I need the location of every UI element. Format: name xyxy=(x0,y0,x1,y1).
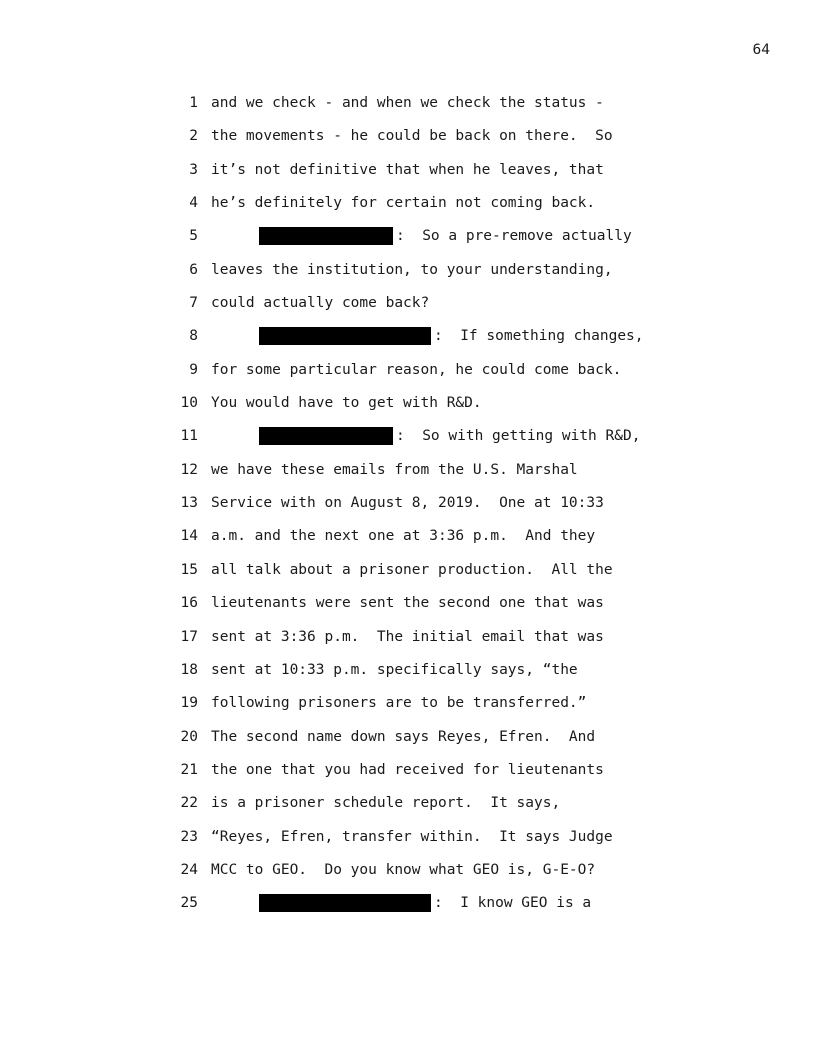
transcript-line xyxy=(0,624,816,657)
line-text: leaves the institution, to your understanding, xyxy=(211,261,613,278)
line-number: 21 xyxy=(180,761,198,778)
line-number: 10 xyxy=(180,395,198,412)
line-text: it’s not definitive that when he leaves, that xyxy=(211,161,604,178)
line-number: 19 xyxy=(180,695,198,712)
line-number: 12 xyxy=(180,461,198,478)
transcript-line xyxy=(0,123,816,156)
redacted-speaker-name xyxy=(259,327,431,345)
transcript-body xyxy=(0,90,816,924)
line-text: and we check - and when we check the status - xyxy=(211,95,604,111)
line-number: 6 xyxy=(189,261,198,278)
line-text: he’s definitely for certain not coming back. xyxy=(211,195,596,212)
line-number: 17 xyxy=(180,628,198,645)
transcript-line xyxy=(0,390,816,423)
transcript-line xyxy=(0,824,816,857)
line-number: 2 xyxy=(189,128,198,145)
transcript-line xyxy=(0,290,816,323)
redacted-speaker-name xyxy=(259,227,393,245)
transcript-line xyxy=(0,690,816,723)
transcript-line xyxy=(0,657,816,690)
line-text: could actually come back? xyxy=(211,295,430,312)
transcript-line xyxy=(0,223,816,256)
line-text: sent at 3:36 p.m. The initial email that was xyxy=(211,628,604,645)
line-text: lieutenants were sent the second one that was xyxy=(211,595,604,612)
transcript-line xyxy=(0,457,816,490)
line-number: 20 xyxy=(180,728,198,745)
line-number: 16 xyxy=(180,595,198,612)
line-number: 3 xyxy=(189,161,198,178)
transcript-line xyxy=(0,523,816,556)
line-text: following prisoners are to be transferred.” xyxy=(211,695,587,712)
page-number: 64 xyxy=(752,42,770,58)
redacted-speaker-name xyxy=(259,427,393,445)
line-text: Service with on August 8, 2019. One at 10:33 xyxy=(211,495,604,512)
line-number: 14 xyxy=(180,528,198,545)
line-number: 18 xyxy=(180,661,198,678)
transcript-line xyxy=(0,590,816,623)
transcript-line xyxy=(0,190,816,223)
transcript-line xyxy=(0,790,816,823)
line-number: 7 xyxy=(189,295,198,312)
transcript-line xyxy=(0,724,816,757)
speaker-statement: : So a pre-remove actually xyxy=(396,228,632,245)
speaker-statement: : If something changes, xyxy=(434,328,644,345)
transcript-line xyxy=(0,157,816,190)
line-text: is a prisoner schedule report. It says, xyxy=(211,795,561,812)
line-text: for some particular reason, he could come back. xyxy=(211,361,622,378)
line-number: 9 xyxy=(189,361,198,378)
line-number: 24 xyxy=(180,861,198,878)
line-number: 8 xyxy=(189,328,198,345)
line-text: MCC to GEO. Do you know what GEO is, G-E-O? xyxy=(211,861,596,878)
line-text: a.m. and the next one at 3:36 p.m. And they xyxy=(211,528,596,545)
line-text: “Reyes, Efren, transfer within. It says Judge xyxy=(211,828,613,845)
transcript-line xyxy=(0,90,816,123)
line-number: 4 xyxy=(189,195,198,212)
transcript-line xyxy=(0,857,816,890)
transcript-line xyxy=(0,890,816,923)
speaker-statement: : So with getting with R&D, xyxy=(396,428,641,445)
transcript-line xyxy=(0,357,816,390)
transcript-line xyxy=(0,257,816,290)
transcript-line xyxy=(0,323,816,356)
line-number: 5 xyxy=(189,228,198,245)
transcript-line xyxy=(0,757,816,790)
line-number: 22 xyxy=(180,795,198,812)
transcript-line xyxy=(0,490,816,523)
line-text: the movements - he could be back on there. So xyxy=(211,128,613,145)
line-text: we have these emails from the U.S. Marshal xyxy=(211,461,578,478)
transcript-line xyxy=(0,557,816,590)
line-number: 1 xyxy=(189,95,198,111)
redacted-speaker-name xyxy=(259,894,431,912)
line-text: the one that you had received for lieutenants xyxy=(211,761,604,778)
line-number: 25 xyxy=(180,895,198,912)
line-text: all talk about a prisoner production. All the xyxy=(211,561,613,578)
line-text: sent at 10:33 p.m. specifically says, “the xyxy=(211,661,578,678)
speaker-statement: : I know GEO is a xyxy=(434,895,592,912)
line-number: 13 xyxy=(180,495,198,512)
line-number: 23 xyxy=(180,828,198,845)
line-number: 11 xyxy=(180,428,198,445)
transcript-line xyxy=(0,423,816,456)
line-text: You would have to get with R&D. xyxy=(211,395,482,412)
line-number: 15 xyxy=(180,561,198,578)
line-text: The second name down says Reyes, Efren. And xyxy=(211,728,596,745)
